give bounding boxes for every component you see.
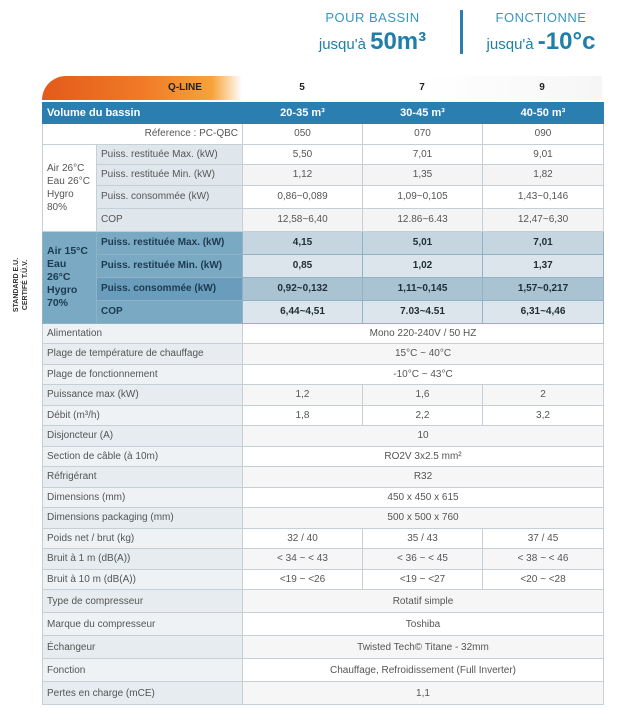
row-value: 35 / 43 bbox=[363, 528, 483, 549]
row-value: 1,02 bbox=[363, 254, 483, 277]
header-separator bbox=[460, 10, 463, 54]
row-label: Marque du compresseur bbox=[43, 613, 243, 636]
func-value: -10°c bbox=[537, 28, 596, 55]
row-label: Bruit à 10 m (dB(A)) bbox=[43, 569, 243, 590]
row-label: Puiss. consommée (kW) bbox=[97, 185, 243, 208]
spec-table bbox=[42, 102, 604, 705]
row-value: 7,01 bbox=[363, 144, 483, 165]
table-row bbox=[43, 636, 604, 659]
table-row bbox=[43, 569, 604, 590]
row-label: Puiss. restituée Min. (kW) bbox=[97, 254, 243, 277]
table-row bbox=[43, 300, 604, 323]
row-value: 0,86~0,089 bbox=[243, 185, 363, 208]
table-row bbox=[43, 323, 604, 344]
reference-label: Réference : PC-QBC bbox=[43, 124, 243, 145]
pool-capacity bbox=[305, 28, 440, 56]
row-value: 9,01 bbox=[483, 144, 604, 165]
row-value: 1,1 bbox=[243, 682, 604, 705]
row-value: RO2V 3x2.5 mm² bbox=[243, 446, 604, 467]
row-label: Dimensions packaging (mm) bbox=[43, 508, 243, 529]
row-value: 500 x 500 x 760 bbox=[243, 508, 604, 529]
row-value: Twisted Tech© Titane - 32mm bbox=[243, 636, 604, 659]
table-row bbox=[43, 682, 604, 705]
row-value: Chauffage, Refroidissement (Full Inverter) bbox=[243, 659, 604, 682]
row-value: Rotatif simple bbox=[243, 590, 604, 613]
func-top-label: FONCTIONNE bbox=[495, 10, 587, 25]
table-row bbox=[43, 344, 604, 365]
row-label: Type de compresseur bbox=[43, 590, 243, 613]
row-label: Plage de température de chauffage bbox=[43, 344, 243, 365]
row-value: 1,8 bbox=[243, 405, 363, 426]
row-value: < 36 ~ < 45 bbox=[363, 549, 483, 570]
row-value: -10°C ~ 43°C bbox=[243, 364, 604, 385]
row-value: < 38 ~ < 46 bbox=[483, 549, 604, 570]
operating-block bbox=[472, 10, 610, 56]
row-value: 37 / 45 bbox=[483, 528, 604, 549]
row-value: < 34 ~ < 43 bbox=[243, 549, 363, 570]
row-value: 2 bbox=[483, 385, 604, 406]
row-value: 10 bbox=[243, 426, 604, 447]
row-value: <19 ~ <27 bbox=[363, 569, 483, 590]
banner-title: Q-LINE bbox=[168, 82, 202, 93]
table-row bbox=[43, 590, 604, 613]
table-row bbox=[43, 446, 604, 467]
table-row bbox=[43, 277, 604, 300]
table-row bbox=[43, 659, 604, 682]
row-label: Débit (m³/h) bbox=[43, 405, 243, 426]
row-value: 1,6 bbox=[363, 385, 483, 406]
row-label: COP bbox=[97, 300, 243, 323]
row-value: Mono 220-240V / 50 HZ bbox=[243, 323, 604, 344]
row-value: 6,31~4,46 bbox=[483, 300, 604, 323]
table-row bbox=[43, 426, 604, 447]
pool-capacity-block bbox=[305, 10, 440, 56]
row-value: R32 bbox=[243, 467, 604, 488]
pool-top-label: POUR BASSIN bbox=[325, 10, 420, 25]
row-value: 5,50 bbox=[243, 144, 363, 165]
volume-value: 20-35 m³ bbox=[243, 103, 363, 124]
table-row bbox=[43, 208, 604, 231]
row-label: Puiss. restituée Max. (kW) bbox=[97, 231, 243, 254]
side-certification-label bbox=[0, 235, 42, 335]
side-line-1: STANDARD E.U. bbox=[13, 257, 20, 313]
volume-value: 30-45 m³ bbox=[363, 103, 483, 124]
row-label: Poids net / brut (kg) bbox=[43, 528, 243, 549]
row-value: 1,57~0,217 bbox=[483, 277, 604, 300]
row-value: 1,35 bbox=[363, 165, 483, 186]
row-value: 15°C ~ 40°C bbox=[243, 344, 604, 365]
volume-value: 40-50 m³ bbox=[483, 103, 604, 124]
pool-value: 50m³ bbox=[370, 28, 427, 55]
table-row bbox=[43, 487, 604, 508]
table-row bbox=[43, 165, 604, 186]
reference-value: 070 bbox=[363, 124, 483, 145]
banner-model-7: 7 bbox=[419, 82, 425, 93]
table-row bbox=[43, 613, 604, 636]
row-label: Réfrigérant bbox=[43, 467, 243, 488]
row-label: Échangeur bbox=[43, 636, 243, 659]
row-value: 12.86~6.43 bbox=[363, 208, 483, 231]
volume-label: Volume du bassin bbox=[43, 103, 243, 124]
func-prefix: jusqu'à bbox=[486, 36, 534, 53]
row-label: Bruit à 1 m (dB(A)) bbox=[43, 549, 243, 570]
row-value: 6,44~4,51 bbox=[243, 300, 363, 323]
table-row bbox=[43, 254, 604, 277]
side-certification-text bbox=[12, 258, 30, 312]
table-row bbox=[43, 528, 604, 549]
row-label: Dimensions (mm) bbox=[43, 487, 243, 508]
row-value: <20 ~ <28 bbox=[483, 569, 604, 590]
row-value: 450 x 450 x 615 bbox=[243, 487, 604, 508]
row-value: 5,01 bbox=[363, 231, 483, 254]
volume-row bbox=[43, 103, 604, 124]
q-line-banner bbox=[42, 76, 602, 100]
table-row bbox=[43, 185, 604, 208]
row-label: Puissance max (kW) bbox=[43, 385, 243, 406]
pool-prefix: jusqu'à bbox=[318, 36, 366, 53]
row-value: 4,15 bbox=[243, 231, 363, 254]
row-value: <19 ~ <26 bbox=[243, 569, 363, 590]
row-value: 7.03~4.51 bbox=[363, 300, 483, 323]
table-row bbox=[43, 364, 604, 385]
row-label: Puiss. consommée (kW) bbox=[97, 277, 243, 300]
row-label: COP bbox=[97, 208, 243, 231]
table-row bbox=[43, 405, 604, 426]
row-value: 1,12 bbox=[243, 165, 363, 186]
reference-value: 050 bbox=[243, 124, 363, 145]
row-label: Disjoncteur (A) bbox=[43, 426, 243, 447]
side-line-2: CERTIFÉ T.Ü.V. bbox=[22, 259, 29, 311]
row-value: 0,85 bbox=[243, 254, 363, 277]
row-value: 12,47~6,30 bbox=[483, 208, 604, 231]
table-row bbox=[43, 385, 604, 406]
row-value: 2,2 bbox=[363, 405, 483, 426]
row-value: 1,37 bbox=[483, 254, 604, 277]
row-value: 1,11~0,145 bbox=[363, 277, 483, 300]
row-value: 32 / 40 bbox=[243, 528, 363, 549]
row-label: Plage de fonctionnement bbox=[43, 364, 243, 385]
row-label: Puiss. restituée Max. (kW) bbox=[97, 144, 243, 165]
group1-condition: Air 26°C Eau 26°C Hygro 80% bbox=[43, 144, 97, 231]
table-row bbox=[43, 231, 604, 254]
row-value: 1,82 bbox=[483, 165, 604, 186]
row-label: Fonction bbox=[43, 659, 243, 682]
row-value: 7,01 bbox=[483, 231, 604, 254]
banner-model-9: 9 bbox=[539, 82, 545, 93]
row-value: 3,2 bbox=[483, 405, 604, 426]
row-value: 1,09~0,105 bbox=[363, 185, 483, 208]
reference-row bbox=[43, 124, 604, 145]
row-value: 1,43~0,146 bbox=[483, 185, 604, 208]
table-row bbox=[43, 467, 604, 488]
header bbox=[0, 0, 617, 70]
row-value: 12,58~6,40 bbox=[243, 208, 363, 231]
row-value: 1,2 bbox=[243, 385, 363, 406]
table-row bbox=[43, 549, 604, 570]
table-row bbox=[43, 508, 604, 529]
row-label: Alimentation bbox=[43, 323, 243, 344]
group2-condition: Air 15°C Eau 26°C Hygro 70% bbox=[43, 231, 97, 323]
reference-value: 090 bbox=[483, 124, 604, 145]
row-label: Section de câble (à 10m) bbox=[43, 446, 243, 467]
row-value: Toshiba bbox=[243, 613, 604, 636]
table-row bbox=[43, 144, 604, 165]
row-value: 0,92~0,132 bbox=[243, 277, 363, 300]
row-label: Puiss. restituée Min. (kW) bbox=[97, 165, 243, 186]
operating-temp bbox=[472, 28, 610, 56]
banner-model-5: 5 bbox=[299, 82, 305, 93]
row-label: Pertes en charge (mCE) bbox=[43, 682, 243, 705]
